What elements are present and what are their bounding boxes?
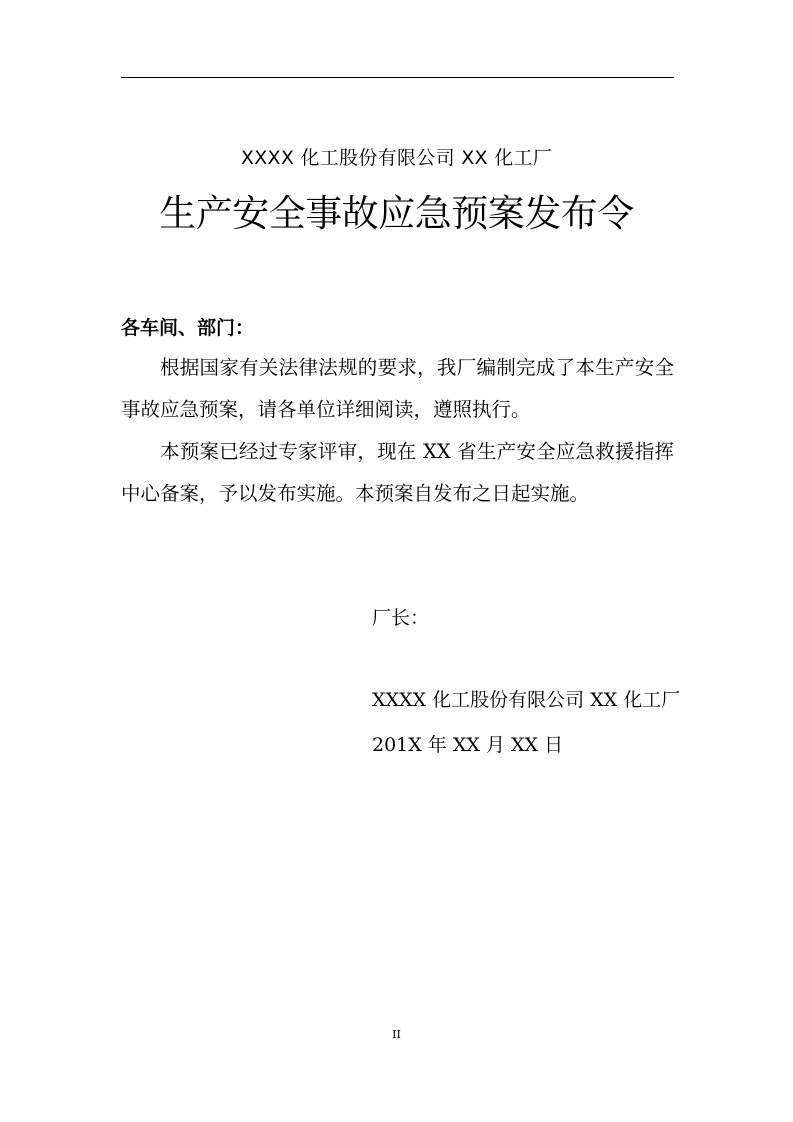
document-title: 生产安全事故应急预案发布令 [159, 192, 634, 235]
director-signature-label: 厂长： [372, 607, 430, 629]
signature-company: XXXX 化工股份有限公司 XX 化工厂 [372, 689, 681, 711]
signature-date: 201X 年 XX 月 XX 日 [372, 734, 564, 756]
company-title: XXXX 化工股份有限公司 XX 化工厂 [240, 147, 553, 169]
body-paragraph-2: 本预案已经过专家评审，现在 XX 省生产安全应急救援指挥中心备案，予以发布实施。本预案自发布之日起实施。 [121, 440, 674, 505]
salutation: 各车间、部门： [121, 317, 255, 339]
header-rule [121, 77, 674, 78]
page-number: II [392, 1028, 401, 1041]
body-paragraph-1: 根据国家有关法律法规的要求，我厂编制完成了本生产安全事故应急预案，请各单位详细阅读，遵照执行。 [121, 356, 674, 421]
